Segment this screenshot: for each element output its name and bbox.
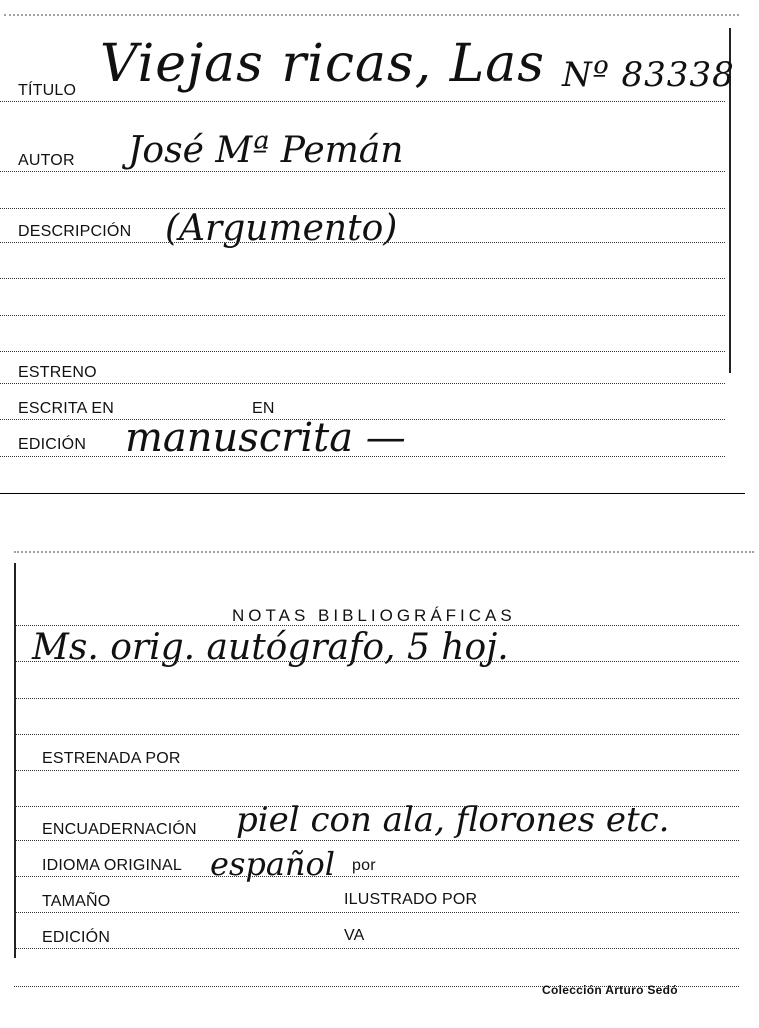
autor-line (0, 171, 725, 172)
catalog-card-top (0, 8, 745, 494)
encuadernacion-handwriting: piel con ala, florones etc. (236, 800, 670, 840)
edicion-line (0, 456, 725, 457)
escrita-en-label: ESCRITA EN (18, 400, 114, 417)
en-label: EN (252, 400, 275, 417)
idioma-line (14, 876, 739, 877)
edicion-line-bottom (14, 948, 739, 949)
notas-handwriting: Ms. orig. autógrafo, 5 hoj. (32, 627, 509, 668)
encuadernacion-line (14, 840, 739, 841)
va-label: VA (344, 927, 365, 944)
card-left-border (14, 563, 16, 958)
titulo-label: TÍTULO (18, 82, 77, 99)
descripcion-handwriting: (Argumento) (165, 208, 398, 249)
blank-line-5 (14, 698, 739, 699)
edicion-label-bottom: EDICIÓN (42, 929, 111, 946)
titulo-line (0, 101, 725, 102)
edicion-label: EDICIÓN (18, 436, 87, 453)
encuadernacion-label: ENCUADERNACIÓN (42, 821, 197, 838)
titulo-handwriting: Viejas ricas, Las (100, 34, 545, 94)
tamano-label: TAMAÑO (42, 893, 111, 910)
notas-line (14, 661, 739, 662)
numero-handwriting: Nº 83338 (562, 55, 735, 95)
card-top-edge (4, 14, 739, 16)
blank-line-6 (14, 734, 739, 735)
estrenada-por-line (14, 770, 739, 771)
idioma-original-label: IDIOMA ORIGINAL (42, 857, 182, 874)
estreno-line (0, 383, 725, 384)
collection-stamp: Colección Arturo Sedó (542, 983, 678, 997)
descripcion-line (0, 242, 725, 243)
idioma-handwriting: español (210, 845, 336, 883)
ilustrado-por-label: ILUSTRADO POR (344, 891, 478, 908)
estrenada-por-label: ESTRENADA POR (42, 750, 181, 767)
autor-handwriting: José Mª Pemán (128, 130, 404, 171)
blank-line-2 (0, 278, 725, 279)
autor-label: AUTOR (18, 152, 75, 169)
heading-line (14, 625, 739, 626)
blank-line-3 (0, 315, 725, 316)
card-bottom-edge (14, 551, 754, 553)
estreno-label: ESTRENO (18, 364, 97, 381)
descripcion-label: DESCRIPCIÓN (18, 223, 132, 240)
catalog-card-bottom (14, 548, 759, 1008)
por-label: por (352, 857, 376, 874)
notas-heading: NOTAS BIBLIOGRÁFICAS (232, 606, 516, 625)
edicion-handwriting: manuscrita — (125, 415, 406, 461)
blank-line-4 (0, 351, 725, 352)
tamano-line (14, 912, 739, 913)
